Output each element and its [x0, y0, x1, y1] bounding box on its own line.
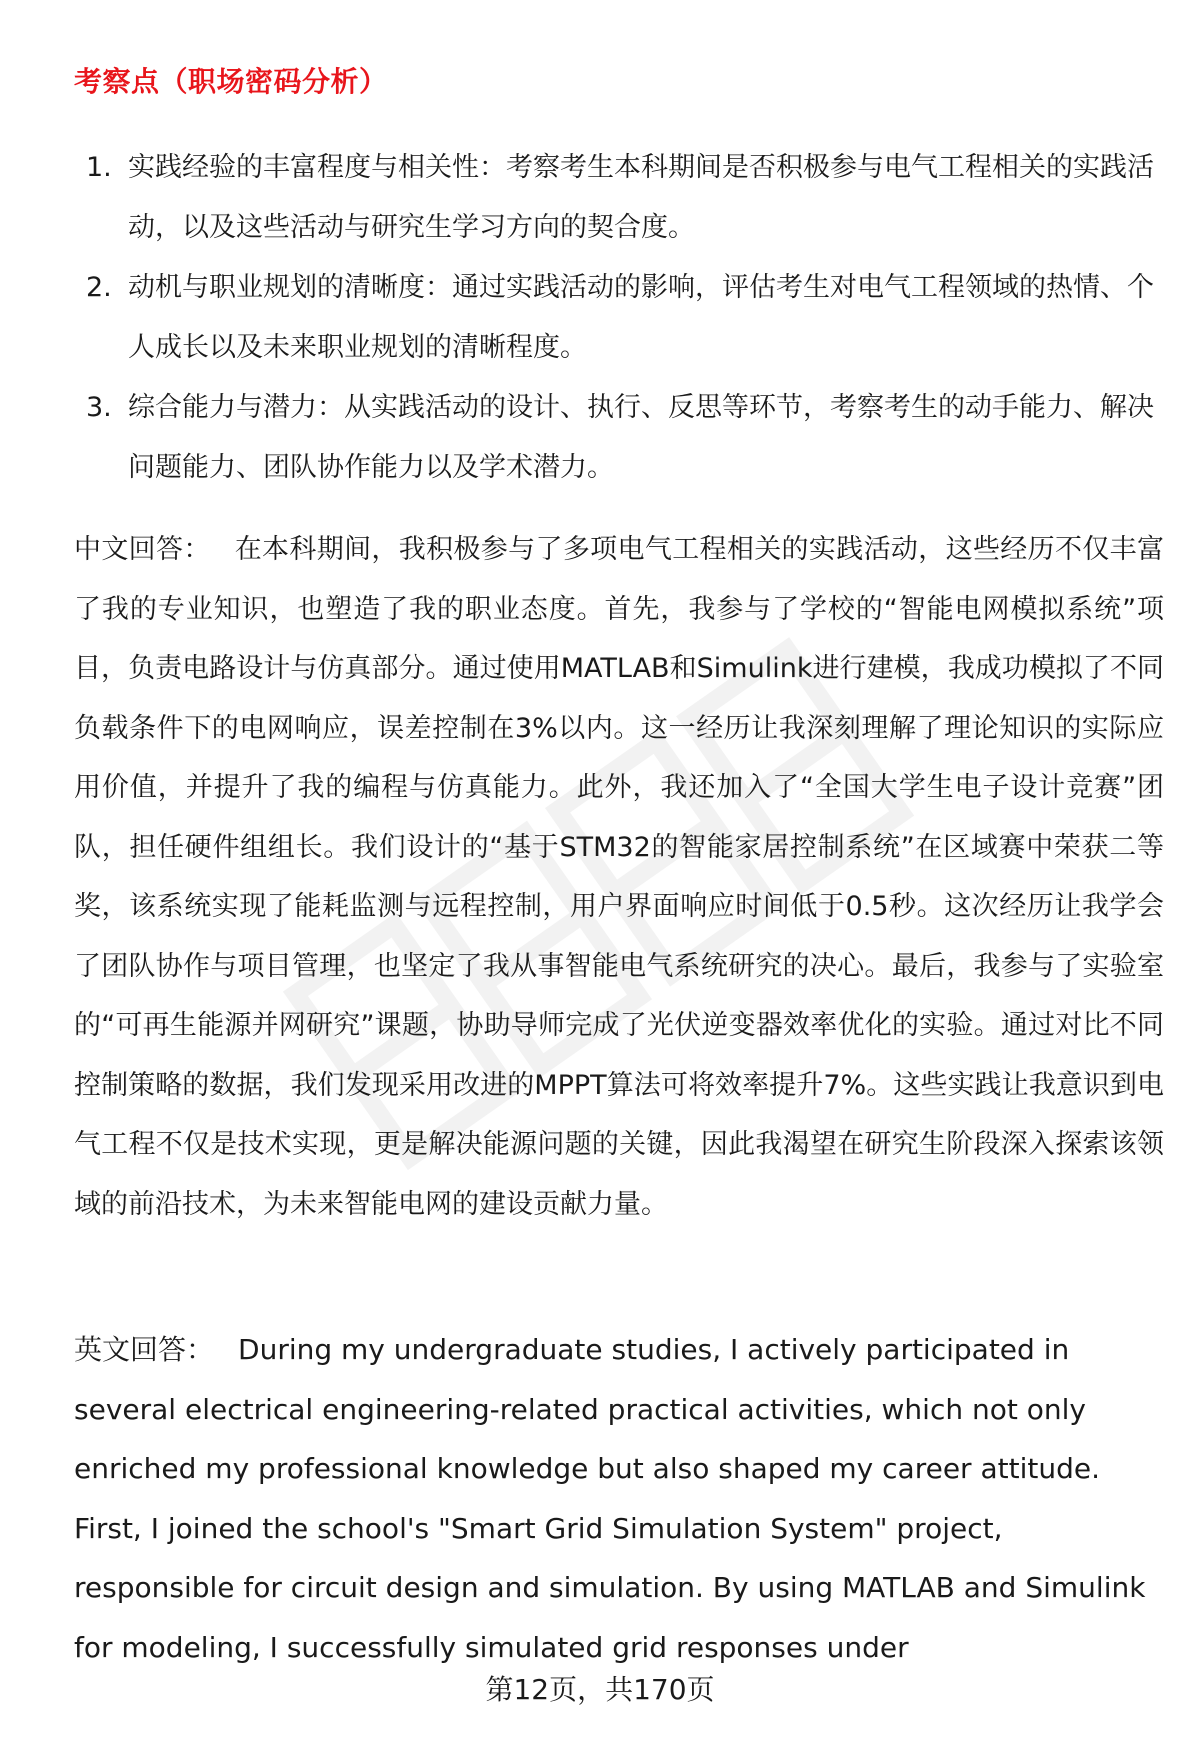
- chinese-answer-label: 中文回答：: [74, 534, 211, 565]
- page-number-footer: 第12页，共170页: [485, 1673, 715, 1706]
- list-item: [74, 138, 1154, 258]
- list-item-number: 3.: [86, 392, 112, 423]
- document-page: [74, 0, 1164, 1755]
- list-item-number: 1.: [86, 152, 112, 183]
- list-item-text: 实践经验的丰富程度与相关性：考察考生本科期间是否积极参与电气工程相关的实践活动，以及这些活动与研究生学习方向的契合度。: [128, 152, 1154, 243]
- assessment-points-list: [74, 138, 1154, 498]
- english-answer-paragraph: [74, 1320, 1154, 1677]
- english-answer-label: 英文回答：: [74, 1333, 215, 1366]
- section-heading: 考察点（职场密码分析）: [74, 65, 388, 98]
- list-item-text: 动机与职业规划的清晰度：通过实践活动的影响，评估考生对电气工程领域的热情、个人成长以及未来职业规划的清晰程度。: [128, 272, 1154, 363]
- english-answer-text: During my undergraduate studies, I actively participated in several electrical engineering-related practical activities, which not only enriched my professional knowledge but also shaped my career attitude. First, I joined the school's "Smart Grid Simulation System" project, responsible for circuit design and simulation. By using MATLAB and Simulink for modeling, I successfully simulated grid responses under: [74, 1333, 1146, 1664]
- list-item: [74, 378, 1154, 498]
- chinese-answer-text: 在本科期间，我积极参与了多项电气工程相关的实践活动，这些经历不仅丰富了我的专业知识，也塑造了我的职业态度。首先，我参与了学校的“智能电网模拟系统”项目，负责电路设计与仿真部分。通过使用MATLAB和Simulink进行建模，我成功模拟了不同负载条件下的电网响应，误差控制在3%以内。这一经历让我深刻理解了理论知识的实际应用价值，并提升了我的编程与仿真能力。此外，我还加入了“全国大学生电子设计竞赛”团队，担任硬件组组长。我们设计的“基于STM32的智能家居控制系统”在区域赛中荣获二等奖，该系统实现了能耗监测与远程控制，用户界面响应时间低于0.5秒。这次经历让我学会了团队协作与项目管理，也坚定了我从事智能电气系统研究的决心。最后，我参与了实验室的“可再生能源并网研究”课题，协助导师完成了光伏逆变器效率优化的实验。通过对比不同控制策略的数据，我们发现采用改进的MPPT算法可将效率提升7%。这些实践让我意识到电气工程不仅是技术实现，更是解决能源问题的关键，因此我渴望在研究生阶段深入探索该领域的前沿技术，为未来智能电网的建设贡献力量。: [74, 534, 1165, 1220]
- chinese-answer-paragraph: [74, 520, 1164, 1234]
- list-item: [74, 258, 1154, 378]
- list-item-number: 2.: [86, 272, 112, 303]
- list-item-text: 综合能力与潜力：从实践活动的设计、执行、反思等环节，考察考生的动手能力、解决问题能力、团队协作能力以及学术潜力。: [128, 392, 1154, 483]
